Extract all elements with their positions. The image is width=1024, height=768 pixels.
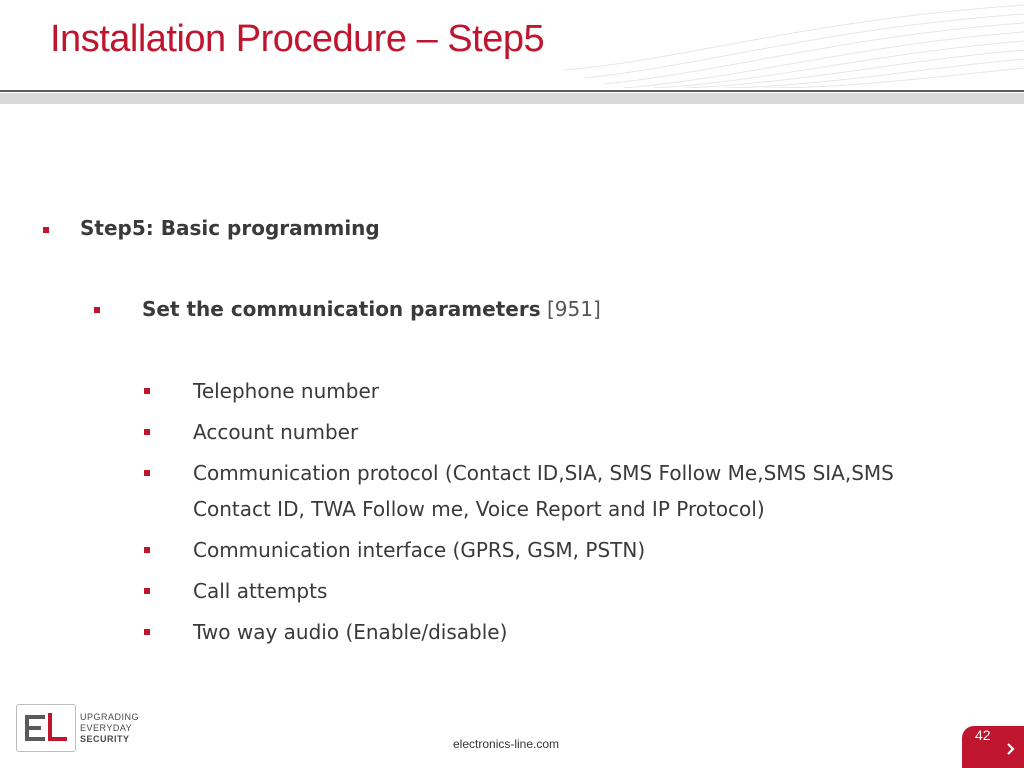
logo-tagline-line: EVERYDAY	[80, 723, 133, 733]
logo-tagline-line: UPGRADING	[80, 712, 140, 722]
logo-tagline-line: SECURITY	[80, 734, 130, 744]
square-bullet-icon	[144, 388, 150, 394]
bullet-level2	[142, 297, 601, 321]
logo-tagline	[80, 712, 139, 745]
square-bullet-icon	[144, 470, 150, 476]
footer-website: electronics-line.com	[453, 737, 560, 751]
page-number: 42	[975, 727, 991, 743]
square-bullet-icon	[43, 227, 49, 233]
list-item: Account number	[193, 420, 359, 444]
square-bullet-icon	[144, 547, 150, 553]
list-item: Communication interface (GPRS, GSM, PSTN)	[193, 538, 646, 562]
header-rule	[0, 90, 1024, 92]
level2-bold-text: Set the communication parameters	[142, 297, 541, 321]
list-item: Communication protocol (Contact ID,SIA, SMS Follow Me,SMS SIA,SMS Contact ID, TWA Follow me, Voice Report and IP Protocol)	[193, 461, 894, 521]
square-bullet-icon	[144, 629, 150, 635]
bullet-level1: Step5: Basic programming	[80, 216, 380, 240]
level2-reference: [951]	[546, 297, 601, 321]
square-bullet-icon	[144, 588, 150, 594]
el-logo-icon	[16, 704, 76, 752]
decorative-wave-pattern	[564, 0, 1024, 88]
header-band	[0, 93, 1024, 104]
list-item: Call attempts	[193, 579, 328, 603]
chevron-right-icon[interactable]	[1006, 742, 1016, 756]
square-bullet-icon	[144, 429, 150, 435]
list-item: Telephone number	[193, 379, 379, 403]
slide-title: Installation Procedure – Step5	[50, 18, 545, 60]
square-bullet-icon	[94, 307, 100, 313]
list-item: Two way audio (Enable/disable)	[193, 620, 508, 644]
